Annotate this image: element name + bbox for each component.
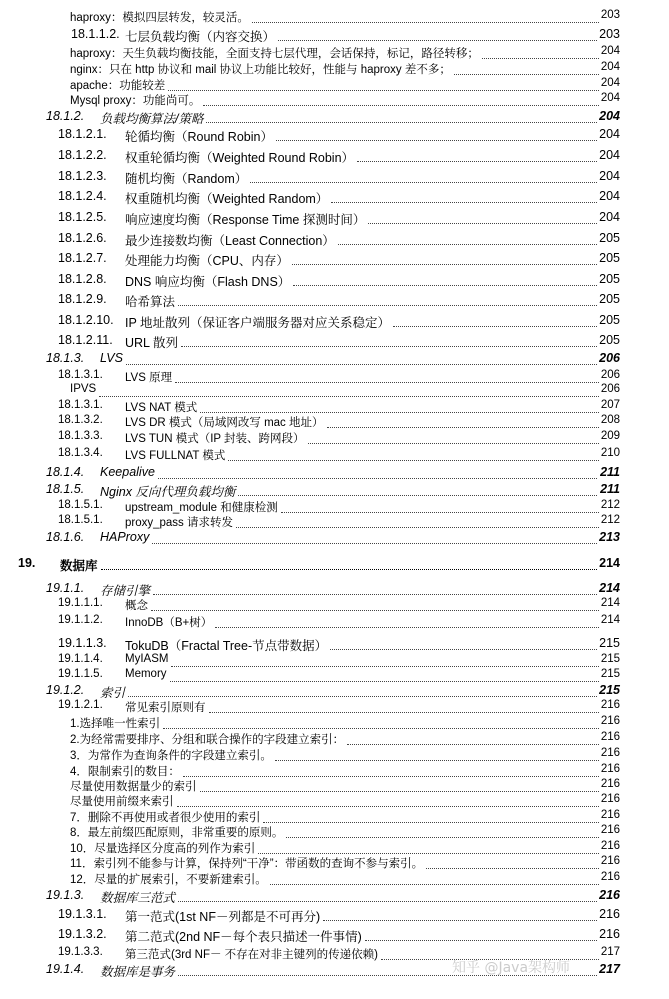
dot-leader bbox=[365, 940, 599, 941]
toc-entry-page: 206 bbox=[599, 351, 620, 365]
toc-entry-title: proxy_pass 请求转发 bbox=[125, 517, 234, 529]
toc-entry[interactable] bbox=[0, 9, 669, 29]
dot-leader bbox=[209, 712, 599, 713]
toc-entry-page: 216 bbox=[600, 871, 620, 883]
dot-leader bbox=[163, 728, 599, 729]
dot-leader bbox=[276, 140, 599, 141]
toc-entry-page: 216 bbox=[600, 840, 620, 852]
toc-entry-title: apache：功能较差 bbox=[70, 80, 166, 92]
toc-entry-page: 205 bbox=[599, 251, 620, 265]
toc-entry[interactable] bbox=[0, 127, 669, 147]
toc-entry-page: 216 bbox=[600, 855, 620, 867]
toc-entry[interactable] bbox=[0, 169, 669, 189]
toc-entry-title: 索引 bbox=[100, 686, 126, 700]
toc-entry-page: 211 bbox=[600, 482, 620, 496]
toc-entry-title: haproxy：天生负载均衡技能，全面支持七层代理，会话保持，标记，路径转移； bbox=[70, 48, 479, 60]
toc-entry[interactable] bbox=[0, 888, 669, 908]
toc-entry-page: 216 bbox=[600, 763, 620, 775]
dot-leader bbox=[281, 512, 599, 513]
dot-leader bbox=[228, 460, 599, 461]
toc-entry-title: IPVS bbox=[70, 383, 97, 395]
toc-entry[interactable] bbox=[0, 351, 669, 371]
dot-leader bbox=[183, 776, 599, 777]
toc-entry-page: 205 bbox=[599, 272, 620, 286]
toc-entry-title: 响应速度均衡（Response Time 探测时间） bbox=[125, 213, 366, 227]
toc-entry-title: 第二范式(2nd NF－每个表只描述一件事情) bbox=[125, 930, 362, 944]
dot-leader bbox=[101, 569, 599, 570]
toc-entry-title: haproxy：模拟四层转发，较灵活。 bbox=[70, 12, 249, 24]
dot-leader bbox=[171, 666, 599, 667]
toc-entry-page: 204 bbox=[600, 77, 620, 89]
toc-entry-number: 18.1.2.4. bbox=[58, 189, 107, 203]
toc-entry-page: 205 bbox=[599, 313, 620, 327]
toc-entry-number: 19.1.1.3. bbox=[58, 636, 107, 650]
toc-entry[interactable] bbox=[0, 530, 669, 550]
toc-entry-title: upstream_module 和健康检测 bbox=[125, 502, 278, 514]
toc-entry-page: 215 bbox=[599, 636, 620, 650]
toc-entry-title: 哈希算法 bbox=[125, 295, 176, 309]
toc-entry-page: 203 bbox=[599, 27, 620, 41]
toc-entry-title: TokuDB（Fractal Tree-节点带数据） bbox=[125, 639, 328, 653]
toc-entry-number: 19.1.2.1. bbox=[58, 699, 103, 711]
dot-leader bbox=[252, 22, 599, 23]
toc-entry-page: 206 bbox=[600, 369, 620, 381]
toc-entry-page: 204 bbox=[599, 169, 620, 183]
toc-entry-title: 轮循均衡（Round Robin） bbox=[125, 130, 273, 144]
toc-entry[interactable] bbox=[0, 292, 669, 312]
toc-entry-page: 217 bbox=[599, 962, 620, 976]
dot-leader bbox=[426, 868, 599, 869]
toc-entry-page: 215 bbox=[599, 683, 620, 697]
toc-entry-number: 18.1.2.3. bbox=[58, 169, 107, 183]
toc-entry-title: 七层负载均衡（内容交换） bbox=[125, 30, 276, 44]
toc-entry-title: 数据库是事务 bbox=[100, 965, 176, 979]
dot-leader bbox=[270, 884, 599, 885]
toc-entry-number: 18.1.2.5. bbox=[58, 210, 107, 224]
dot-leader bbox=[151, 610, 599, 611]
toc-entry-number: 18.1.2.2. bbox=[58, 148, 107, 162]
dot-leader bbox=[168, 90, 599, 91]
dot-leader bbox=[178, 901, 599, 902]
toc-entry-title: 第三范式(3rd NF－ 不存在对非主键列的传递依赖) bbox=[125, 949, 378, 961]
toc-entry-page: 204 bbox=[599, 109, 620, 123]
dot-leader bbox=[454, 74, 599, 75]
toc-entry-number: 19.1.1.2. bbox=[58, 614, 103, 626]
toc-entry-title: 尽量使用数据量少的索引 bbox=[70, 781, 197, 793]
toc-entry-page: 214 bbox=[599, 556, 620, 570]
toc-entry-page: 216 bbox=[600, 715, 620, 727]
dot-leader bbox=[177, 806, 599, 807]
toc-entry-title: 尽量使用前缀来索引 bbox=[70, 796, 174, 808]
toc-entry[interactable] bbox=[0, 251, 669, 271]
dot-leader bbox=[178, 305, 599, 306]
dot-leader bbox=[99, 396, 599, 397]
toc-entry-number: 19. bbox=[18, 556, 36, 570]
toc-entry-number: 18.1.3.3. bbox=[58, 430, 103, 442]
toc-entry-title: 权重随机均衡（Weighted Random） bbox=[125, 192, 329, 206]
dot-leader bbox=[126, 364, 599, 365]
toc-entry-number: 18.1.2.7. bbox=[58, 251, 107, 265]
dot-leader bbox=[368, 223, 599, 224]
toc-entry-page: 204 bbox=[600, 61, 620, 73]
toc-entry-page: 216 bbox=[600, 747, 620, 759]
toc-entry-page: 204 bbox=[600, 45, 620, 57]
dot-leader bbox=[338, 244, 599, 245]
toc-entry-number: 18.1.2.11. bbox=[58, 333, 113, 347]
toc-entry-title: LVS NAT 模式 bbox=[125, 402, 198, 414]
toc-entry-title: 11．索引列不能参与计算，保持列“干净”：带函数的查询不参与索引。 bbox=[70, 858, 424, 870]
toc-entry-number: 18.1.3. bbox=[46, 351, 85, 365]
toc-entry-title: 第一范式(1st NF－列都是不可再分) bbox=[125, 910, 321, 924]
dot-leader bbox=[236, 527, 599, 528]
toc-entry-number: 18.1.2. bbox=[46, 109, 85, 123]
toc-entry[interactable] bbox=[0, 907, 669, 927]
toc-entry-title: Memory bbox=[125, 668, 167, 680]
toc-entry[interactable] bbox=[0, 231, 669, 251]
toc-entry-title: 1.选择唯一性索引 bbox=[70, 718, 161, 730]
toc-entry-number: 18.1.3.1. bbox=[58, 399, 103, 411]
toc-entry-page: 204 bbox=[600, 92, 620, 104]
toc-entry[interactable] bbox=[0, 27, 669, 47]
toc-entry-title: 12．尽量的扩展索引，不要新建索引。 bbox=[70, 874, 267, 886]
dot-leader bbox=[286, 837, 599, 838]
dot-leader bbox=[330, 649, 599, 650]
toc-entry-page: 203 bbox=[600, 9, 620, 21]
toc-entry-number: 18.1.3.1. bbox=[58, 369, 103, 381]
toc-entry-title: 概念 bbox=[125, 600, 148, 612]
toc-entry-page: 209 bbox=[600, 430, 620, 442]
dot-leader bbox=[206, 122, 599, 123]
toc-entry-number: 18.1.5.1. bbox=[58, 514, 103, 526]
toc-entry-title: LVS TUN 模式（IP 封装、跨网段） bbox=[125, 433, 305, 445]
toc-entry-number: 19.1.1. bbox=[46, 581, 85, 595]
toc-entry-number: 19.1.3.2. bbox=[58, 927, 107, 941]
toc-entry-title: nginx：只在 http 协议和 mail 协议上功能比较好，性能与 haproxy 差不多； bbox=[70, 64, 451, 76]
dot-leader bbox=[263, 822, 599, 823]
toc-entry[interactable] bbox=[0, 614, 669, 634]
toc-entry-title: DNS 响应均衡（Flash DNS） bbox=[125, 275, 291, 289]
toc-entry-title: 2.为经常需要排序、分组和联合操作的字段建立索引： bbox=[70, 734, 345, 746]
dot-leader bbox=[393, 326, 599, 327]
dot-leader bbox=[238, 495, 599, 496]
dot-leader bbox=[128, 696, 599, 697]
toc-entry-page: 213 bbox=[599, 530, 620, 544]
toc-entry-number: 18.1.4. bbox=[46, 465, 85, 479]
toc-entry-number: 19.1.4. bbox=[46, 962, 85, 976]
dot-leader bbox=[327, 427, 599, 428]
toc-entry-number: 19.1.2. bbox=[46, 683, 85, 697]
toc-entry-page: 216 bbox=[600, 778, 620, 790]
toc-entry-number: 19.1.3. bbox=[46, 888, 85, 902]
toc-entry-page: 216 bbox=[599, 927, 620, 941]
dot-leader bbox=[347, 744, 599, 745]
toc-entry-page: 215 bbox=[600, 668, 620, 680]
toc-entry-title: 4．限制索引的数目： bbox=[70, 766, 180, 778]
toc-entry-page: 205 bbox=[599, 231, 620, 245]
dot-leader bbox=[293, 285, 599, 286]
toc-entry-title: 8．最左前缀匹配原则，非常重要的原则。 bbox=[70, 827, 284, 839]
dot-leader bbox=[357, 161, 599, 162]
toc-entry[interactable] bbox=[0, 189, 669, 209]
dot-leader bbox=[250, 182, 599, 183]
toc-entry-title: 7．删除不再使用或者很少使用的索引 bbox=[70, 812, 261, 824]
toc-entry-title: LVS bbox=[100, 351, 123, 365]
toc-entry-title: 存储引擎 bbox=[100, 584, 151, 598]
toc-entry-number: 18.1.6. bbox=[46, 530, 85, 544]
toc-entry-number: 18.1.3.4. bbox=[58, 447, 103, 459]
dot-leader bbox=[331, 202, 599, 203]
toc-entry-page: 214 bbox=[600, 614, 620, 626]
toc-entry-page: 214 bbox=[600, 597, 620, 609]
toc-entry-title: InnoDB（B+树） bbox=[125, 617, 213, 629]
toc-entry-page: 204 bbox=[599, 210, 620, 224]
dot-leader bbox=[200, 791, 599, 792]
toc-entry-number: 18.1.2.10. bbox=[58, 313, 114, 327]
toc-entry-page: 212 bbox=[600, 499, 620, 511]
toc-entry-page: 216 bbox=[600, 731, 620, 743]
toc-entry-title: 常见索引原则有 bbox=[125, 702, 206, 714]
toc-entry-number: 18.1.3.2. bbox=[58, 414, 103, 426]
toc-entry[interactable] bbox=[0, 333, 669, 353]
toc-entry-title: URL 散列 bbox=[125, 336, 179, 350]
toc-entry-number: 18.1.2.1. bbox=[58, 127, 107, 141]
toc-entry[interactable] bbox=[0, 148, 669, 168]
dot-leader bbox=[292, 264, 599, 265]
dot-leader bbox=[181, 346, 599, 347]
toc-entry-title: 数据库 bbox=[60, 559, 98, 573]
toc-entry[interactable] bbox=[0, 927, 669, 947]
dot-leader bbox=[152, 543, 599, 544]
toc-entry-title: 处理能力均衡（CPU、内存） bbox=[125, 254, 289, 268]
toc-entry-page: 215 bbox=[600, 653, 620, 665]
toc-entry-title: 数据库三范式 bbox=[100, 891, 176, 905]
toc-entry-title: 10．尽量选择区分度高的列作为索引 bbox=[70, 843, 256, 855]
toc-entry-page: 205 bbox=[599, 292, 620, 306]
toc-entry-title: 3．为常作为查询条件的字段建立索引。 bbox=[70, 750, 272, 762]
dot-leader bbox=[482, 58, 599, 59]
toc-entry[interactable] bbox=[0, 109, 669, 129]
toc-entry-page: 216 bbox=[599, 907, 620, 921]
toc-entry-title: 负载均衡算法/策略 bbox=[100, 112, 204, 126]
toc-entry-title: HAProxy bbox=[100, 530, 150, 544]
toc-entry-number: 19.1.1.4. bbox=[58, 653, 103, 665]
dot-leader bbox=[153, 594, 599, 595]
toc-entry-number: 18.1.5.1. bbox=[58, 499, 103, 511]
dot-leader bbox=[258, 853, 599, 854]
dot-leader bbox=[278, 40, 599, 41]
dot-leader bbox=[215, 627, 599, 628]
toc-entry-number: 19.1.3.3. bbox=[58, 946, 103, 958]
toc-entry-title: Mysql proxy：功能尚可。 bbox=[70, 95, 201, 107]
toc-entry-title: LVS 原理 bbox=[125, 372, 173, 384]
toc-entry-page: 207 bbox=[600, 399, 620, 411]
toc-entry-title: LVS FULLNAT 模式 bbox=[125, 450, 226, 462]
toc-entry-title: 随机均衡（Random） bbox=[125, 172, 248, 186]
toc-entry-title: LVS DR 模式（局域网改写 mac 地址） bbox=[125, 417, 324, 429]
toc-entry-number: 19.1.1.1. bbox=[58, 597, 103, 609]
toc-entry-page: 204 bbox=[599, 189, 620, 203]
toc-entry[interactable] bbox=[0, 556, 669, 576]
toc-entry-page: 211 bbox=[600, 465, 620, 479]
toc-entry-page: 210 bbox=[600, 447, 620, 459]
toc-entry-page: 212 bbox=[600, 514, 620, 526]
toc-entry-number: 18.1.2.9. bbox=[58, 292, 107, 306]
toc-entry-number: 18.1.1.2. bbox=[71, 27, 120, 41]
dot-leader bbox=[170, 681, 599, 682]
toc-entry-number: 19.1.1.5. bbox=[58, 668, 103, 680]
dot-leader bbox=[275, 760, 599, 761]
dot-leader bbox=[200, 412, 599, 413]
toc-entry-page: 216 bbox=[599, 888, 620, 902]
toc-entry-page: 205 bbox=[599, 333, 620, 347]
toc-entry-title: Keepalive bbox=[100, 465, 155, 479]
toc-entry-number: 18.1.5. bbox=[46, 482, 85, 496]
toc-entry[interactable] bbox=[0, 210, 669, 230]
toc-entry-page: 206 bbox=[600, 383, 620, 395]
toc-entry-page: 214 bbox=[599, 581, 620, 595]
toc-entry-page: 216 bbox=[600, 699, 620, 711]
toc-entry[interactable] bbox=[0, 272, 669, 292]
toc-entry-title: IP 地址散列（保证客户端服务器对应关系稳定） bbox=[125, 316, 391, 330]
toc-entry[interactable] bbox=[0, 313, 669, 333]
watermark: 知乎 @Java架构师 bbox=[452, 960, 571, 976]
dot-leader bbox=[158, 478, 599, 479]
toc-entry-page: 217 bbox=[600, 946, 620, 958]
toc-entry-number: 18.1.2.6. bbox=[58, 231, 107, 245]
toc-entry-page: 204 bbox=[599, 127, 620, 141]
dot-leader bbox=[308, 443, 599, 444]
toc-entry-number: 18.1.2.8. bbox=[58, 272, 107, 286]
toc-entry-page: 216 bbox=[600, 824, 620, 836]
toc-entry-page: 204 bbox=[599, 148, 620, 162]
toc-entry[interactable] bbox=[0, 447, 669, 467]
toc-entry-title: 最少连接数均衡（Least Connection） bbox=[125, 234, 335, 248]
dot-leader bbox=[323, 920, 599, 921]
toc-entry-title: Nginx 反向代理负载均衡 bbox=[100, 485, 236, 499]
toc-entry-page: 216 bbox=[600, 809, 620, 821]
toc-entry-number: 19.1.3.1. bbox=[58, 907, 107, 921]
dot-leader bbox=[203, 105, 599, 106]
toc-entry-page: 216 bbox=[600, 793, 620, 805]
toc-entry-title: MyIASM bbox=[125, 653, 169, 665]
toc-entry-title: 权重轮循均衡（Weighted Round Robin） bbox=[125, 151, 355, 165]
toc-entry-page: 208 bbox=[600, 414, 620, 426]
